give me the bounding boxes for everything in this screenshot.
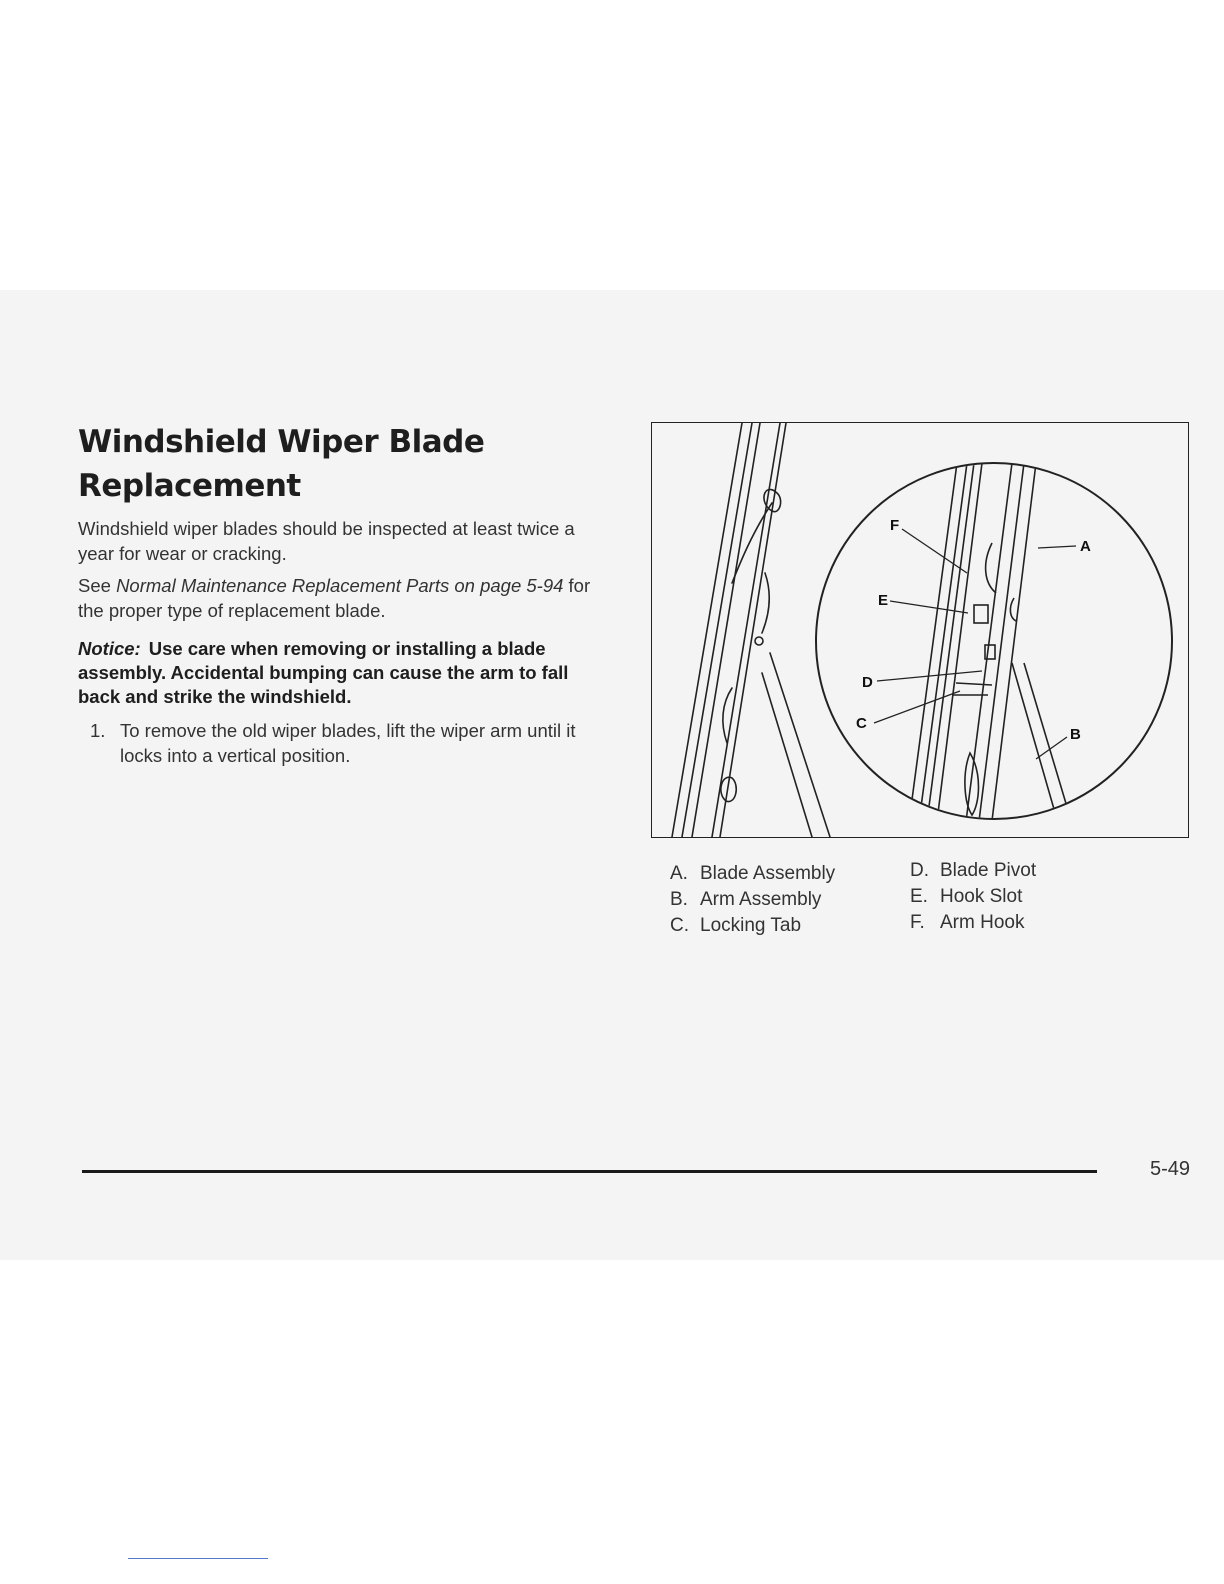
callout-c: C <box>856 715 867 732</box>
see-paragraph <box>78 573 598 623</box>
figure-legend-left <box>670 861 835 939</box>
step-number: 1. <box>90 720 106 741</box>
callout-e: E <box>878 592 889 609</box>
wiper-diagram-svg <box>652 423 1188 837</box>
page-number: 5-49 <box>1150 1158 1191 1180</box>
callout-f: F <box>890 517 900 534</box>
page-title: Windshield Wiper Blade Replacement <box>78 424 485 504</box>
legend-item: C. Locking Tab <box>670 915 802 936</box>
link-underline <box>128 1558 268 1559</box>
see-suffix: for the proper type of replacement blade. <box>78 575 591 621</box>
legend-item: A. Blade Assembly <box>670 863 836 884</box>
callout-a: A <box>1080 538 1091 555</box>
callout-d: D <box>862 674 873 691</box>
legend-item: D. Blade Pivot <box>910 860 1037 881</box>
legend-item: B. Arm Assembly <box>670 889 822 910</box>
footer-rule <box>82 1170 1097 1173</box>
wiper-blade-illustration <box>651 422 1189 838</box>
callout-b: B <box>1070 726 1081 743</box>
legend-item: F. Arm Hook <box>910 912 1025 933</box>
intro-paragraph: Windshield wiper blades should be inspected at least twice a year for wear or cracking. <box>78 518 575 564</box>
legend-item: E. Hook Slot <box>910 886 1023 907</box>
step-item <box>90 718 600 768</box>
figure-legend-right <box>910 858 1036 936</box>
step-text: To remove the old wiper blades, lift the wiper arm until it locks into a vertical position. <box>120 720 576 766</box>
notice-block <box>78 637 598 709</box>
see-prefix: See <box>78 575 117 596</box>
notice-text: Use care when removing or installing a blade assembly. Accidental bumping can cause the arm to fall back and strike the windshield. <box>78 638 569 707</box>
notice-label: Notice: <box>78 638 141 659</box>
reference-link[interactable]: Normal Maintenance Replacement Parts on page 5-94 <box>116 575 564 596</box>
